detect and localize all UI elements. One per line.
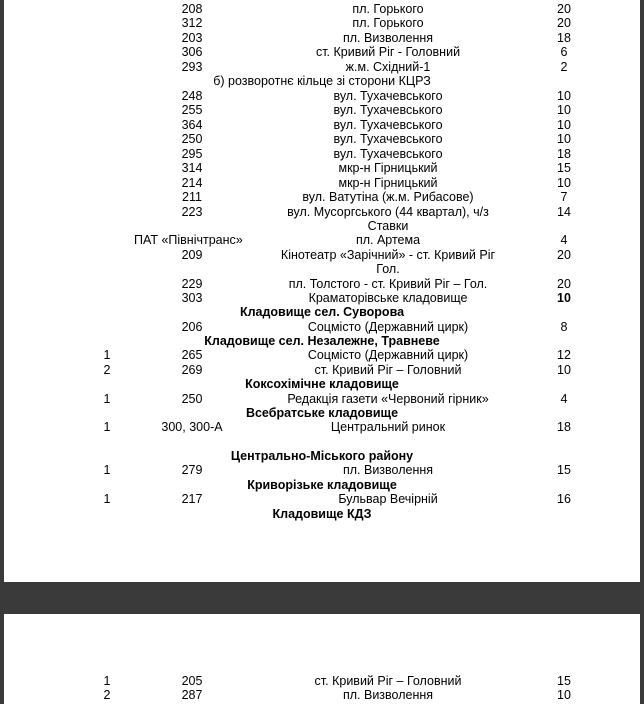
stop-name: вул. Ватутіна (ж.м. Рибасове) — [302, 190, 474, 204]
stop-name: Краматорівське кладовище — [308, 291, 468, 305]
vehicle-count: 18 — [557, 31, 571, 45]
route-number: 211 — [182, 190, 202, 204]
table-row — [4, 688, 640, 703]
stop-name: ст. Кривий Ріг – Головний — [314, 363, 462, 377]
stop-name: пл. Горького — [352, 2, 424, 16]
table-row-carrier — [4, 233, 640, 248]
row-number: 1 — [103, 348, 111, 362]
table-row — [4, 674, 640, 689]
section-heading: Центрально-Міського району — [230, 449, 414, 463]
vehicle-count: 7 — [560, 190, 568, 204]
stop-name: вул. Тухачевського — [333, 89, 443, 103]
table-row — [4, 205, 640, 220]
route-number: 255 — [181, 103, 203, 117]
stop-name: Бульвар Вечірній — [338, 492, 438, 506]
document-page-2[interactable] — [4, 614, 640, 704]
route-number: 250 — [181, 132, 203, 146]
section-heading: Кладовище КДЗ — [272, 507, 372, 521]
table-row — [4, 392, 640, 407]
section-heading: Кладовище сел. Суворова — [239, 305, 405, 319]
route-number: 287 — [181, 688, 203, 702]
stop-name: вул. Мусоргського (44 квартал), ч/з — [287, 205, 489, 219]
table-row — [4, 147, 640, 162]
stop-name: пл. Артема — [355, 233, 421, 247]
route-number: 303 — [181, 291, 203, 305]
table-row — [4, 320, 640, 335]
route-number: 279 — [181, 463, 203, 477]
route-number: 203 — [181, 31, 203, 45]
row-number: 1 — [103, 392, 111, 406]
stop-name: ст. Кривий Ріг – Головний — [314, 674, 462, 688]
table-row — [4, 89, 640, 104]
stop-name: Центральний ринок — [330, 420, 446, 434]
stop-name: Соцмісто (Державний цирк) — [307, 320, 469, 334]
stop-name: ж.м. Східний-1 — [345, 60, 431, 74]
section-heading: Криворізьке кладовище — [247, 478, 397, 492]
route-number: 223 — [181, 205, 203, 219]
stop-name: Ставки — [367, 219, 409, 233]
stop-name: пл. Визволення — [342, 688, 434, 702]
route-number: 306 — [181, 45, 203, 59]
stop-name: вул. Тухачевського — [333, 147, 443, 161]
row-number: 2 — [103, 363, 111, 377]
route-number: 269 — [181, 363, 203, 377]
stop-name: пл. Визволення — [342, 463, 434, 477]
stop-name: Редакція газети «Червоний гірник» — [287, 392, 489, 406]
section-heading: Всебратське кладовище — [245, 406, 399, 420]
vehicle-count: 15 — [557, 161, 571, 175]
stop-name: Кінотеатр «Зарічний» - ст. Кривий Ріг — [280, 248, 496, 262]
route-number: 209 — [181, 248, 203, 262]
table-row — [4, 176, 640, 191]
vehicle-count: 10 — [557, 118, 571, 132]
table-row — [4, 190, 640, 205]
table-row — [4, 291, 640, 306]
route-number: 214 — [181, 176, 203, 190]
table-row — [4, 248, 640, 263]
stop-name: вул. Тухачевського — [333, 132, 443, 146]
table-row — [4, 348, 640, 363]
row-number: 1 — [103, 463, 111, 477]
vehicle-count: 15 — [557, 463, 571, 477]
table-row — [4, 103, 640, 118]
table-row-continuation — [4, 219, 640, 234]
row-number: 1 — [103, 674, 111, 688]
vehicle-count: 18 — [557, 420, 571, 434]
vehicle-count: 16 — [557, 492, 571, 506]
table-row — [4, 492, 640, 507]
table-row — [4, 463, 640, 478]
viewer-margin-right — [640, 0, 644, 582]
row-number: 2 — [103, 688, 111, 702]
route-number: 208 — [181, 2, 203, 16]
row-number: 1 — [103, 420, 111, 434]
table-row — [4, 277, 640, 292]
vehicle-count: 2 — [560, 60, 568, 74]
stop-name: вул. Тухачевського — [333, 103, 443, 117]
route-number: 205 — [181, 674, 203, 688]
stop-name: Гол. — [376, 262, 400, 276]
section-heading: Коксохімічне кладовище — [245, 377, 399, 391]
vehicle-count: 20 — [557, 248, 571, 262]
vehicle-count: 10 — [557, 688, 571, 702]
document-page-1[interactable] — [4, 0, 640, 582]
vehicle-count: 10 — [557, 291, 571, 305]
stop-name: Соцмісто (Державний цирк) — [307, 348, 469, 362]
table-row — [4, 132, 640, 147]
vehicle-count: 20 — [557, 277, 571, 291]
stop-name: пл. Толстого - ст. Кривий Ріг – Гол. — [288, 277, 488, 291]
vehicle-count: 10 — [557, 89, 571, 103]
subheading-kcrz: б) розворотнє кільце зі сторони КЦРЗ — [213, 74, 431, 88]
table-row — [4, 363, 640, 378]
route-number: 248 — [181, 89, 203, 103]
viewer-margin-right — [640, 614, 644, 704]
stop-name: мкр-н Гірницький — [338, 176, 438, 190]
vehicle-count: 15 — [557, 674, 571, 688]
route-number: 300, 300-А — [161, 420, 223, 434]
vehicle-count: 10 — [557, 103, 571, 117]
table-row — [4, 118, 640, 133]
vehicle-count: 20 — [557, 16, 571, 30]
vehicle-count: 10 — [557, 363, 571, 377]
route-number: 206 — [181, 320, 203, 334]
vehicle-count: 4 — [560, 392, 568, 406]
stop-name: вул. Тухачевського — [333, 118, 443, 132]
vehicle-count: 10 — [557, 176, 571, 190]
vehicle-count: 6 — [560, 45, 568, 59]
vehicle-count: 20 — [557, 2, 571, 16]
route-number: 250 — [181, 392, 203, 406]
table-row — [4, 161, 640, 176]
route-number: 293 — [181, 60, 203, 74]
stop-name: пл. Горького — [352, 16, 424, 30]
stop-name: ст. Кривий Ріг - Головний — [315, 45, 461, 59]
route-number: 314 — [181, 161, 203, 175]
table-row — [4, 2, 640, 17]
table-row — [4, 45, 640, 60]
vehicle-count: 10 — [557, 132, 571, 146]
vehicle-count: 8 — [560, 320, 568, 334]
row-number: 1 — [103, 492, 111, 506]
vehicle-count: 12 — [557, 348, 571, 362]
route-number: 265 — [181, 348, 203, 362]
route-number: 217 — [181, 492, 203, 506]
table-row-continuation — [4, 262, 640, 277]
stop-name: мкр-н Гірницький — [338, 161, 438, 175]
route-number: 312 — [181, 16, 203, 30]
vehicle-count: 4 — [560, 233, 568, 247]
vehicle-count: 14 — [557, 205, 571, 219]
vehicle-count: 18 — [557, 147, 571, 161]
table-row — [4, 16, 640, 31]
route-number: 229 — [181, 277, 203, 291]
route-number: 364 — [181, 118, 203, 132]
route-number: 295 — [181, 147, 203, 161]
table-row — [4, 31, 640, 46]
stop-name: пл. Визволення — [342, 31, 434, 45]
table-row — [4, 420, 640, 435]
table-row — [4, 60, 640, 75]
carrier-name: ПАТ «Північтранс» — [134, 233, 243, 247]
page-gap — [0, 582, 644, 614]
section-heading: Кладовище сел. Незалежне, Травневе — [204, 334, 440, 348]
